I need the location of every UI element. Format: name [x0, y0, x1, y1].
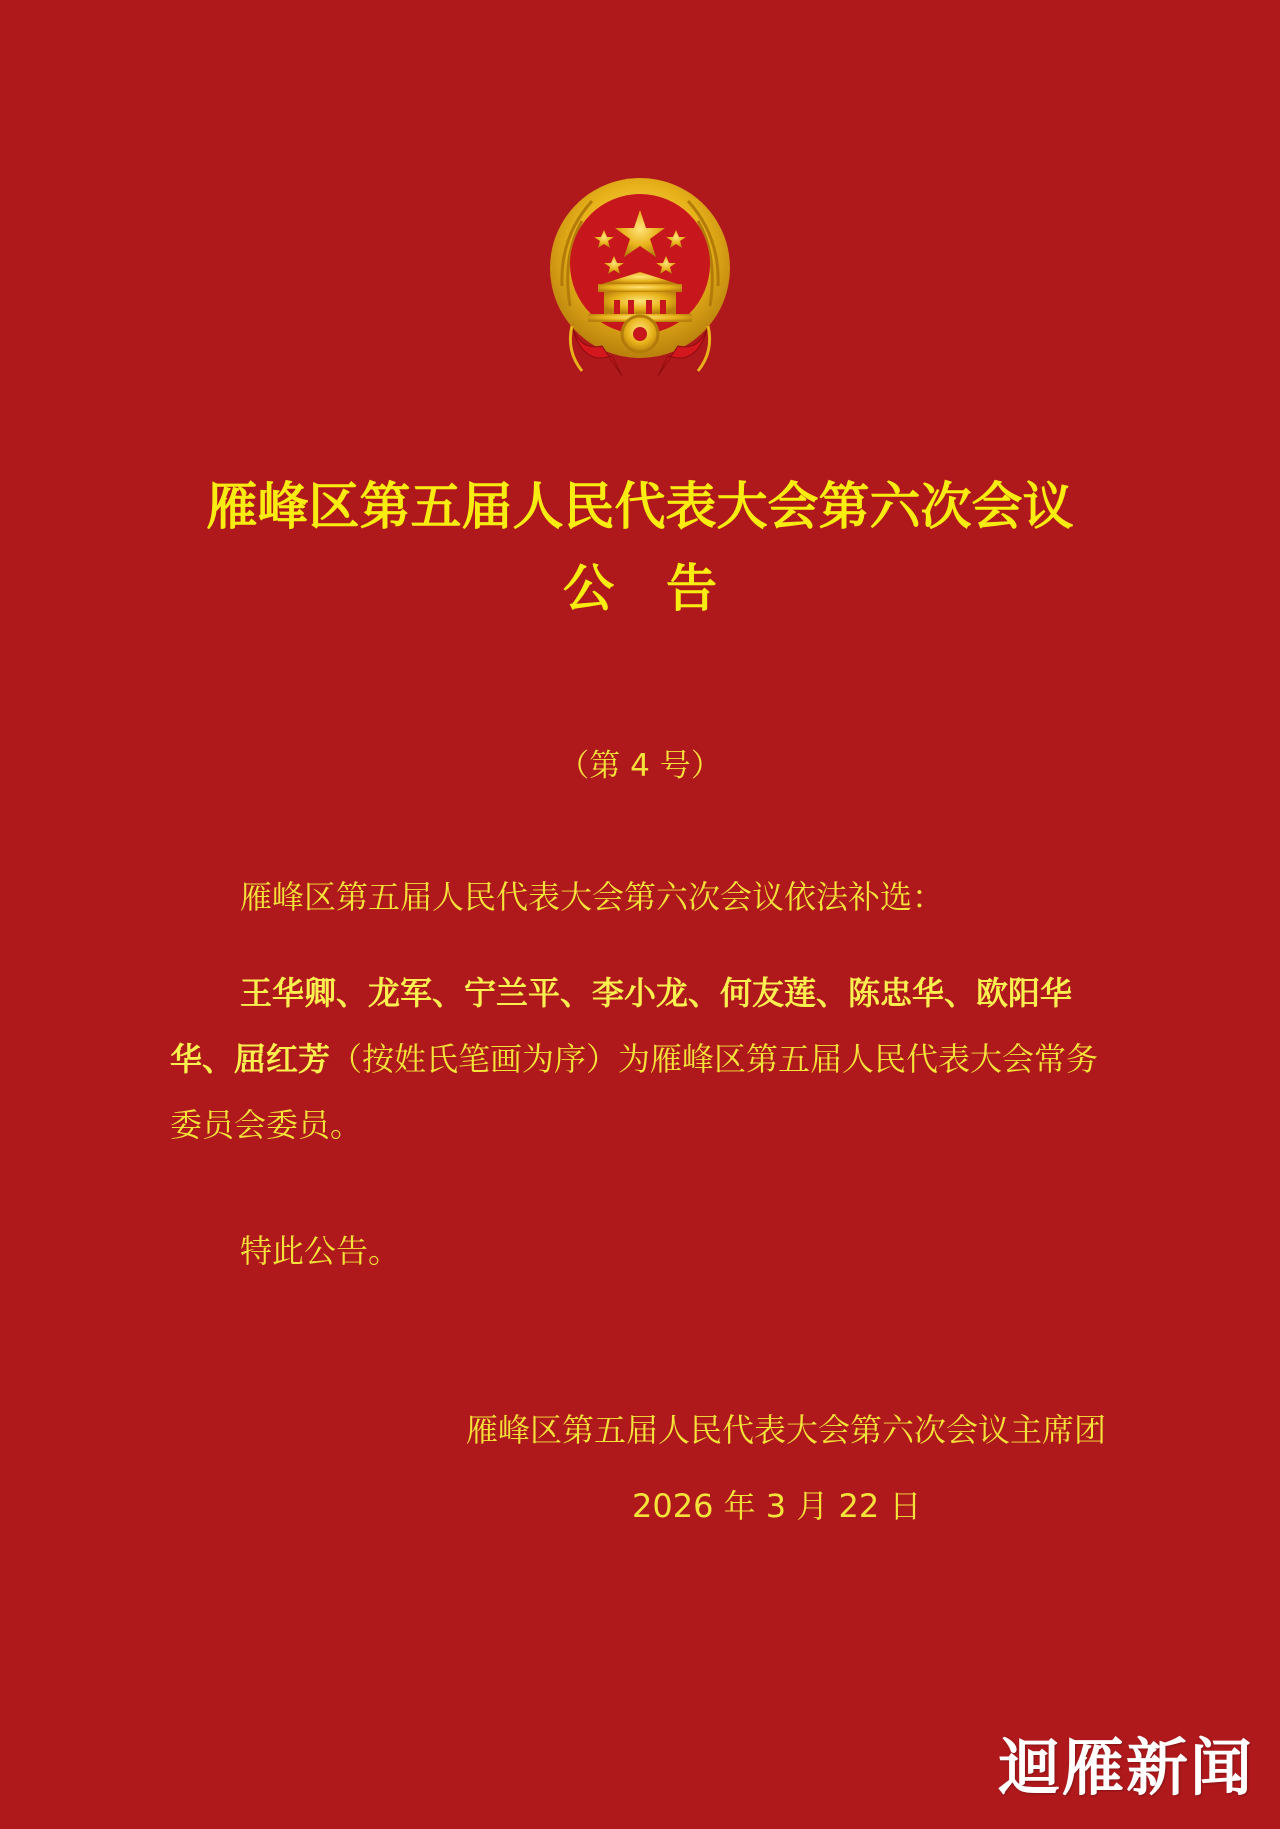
appointment-note: （按姓氏笔画为序）为雁峰区第五届人民代表大会常务委员会委员。	[170, 1040, 1099, 1144]
document-subtitle	[0, 558, 1280, 622]
national-emblem-icon	[542, 176, 738, 381]
appointment-paragraph	[170, 960, 1110, 1158]
subtitle-char-2: 告	[666, 560, 718, 619]
closing-paragraph: 特此公告。	[240, 1232, 401, 1270]
document-title: 雁峰区第五届人民代表大会第六次会议	[206, 478, 1074, 537]
intro-paragraph: 雁峰区第五届人民代表大会第六次会议依法补选：	[240, 878, 945, 916]
issue-date: 2026 年 3 月 22 日	[632, 1487, 922, 1525]
subtitle-char-1: 公	[562, 560, 614, 619]
issuer-signature: 雁峰区第五届人民代表大会第六次会议主席团	[465, 1411, 1106, 1449]
source-watermark: 迴雁新闻	[997, 1731, 1254, 1804]
announcement-number: （第 4 号）	[558, 748, 722, 784]
elected-names: 王华卿、龙军、宁兰平、李小龙、何友莲、陈忠华、欧阳华华、屈红芳	[170, 974, 1073, 1078]
